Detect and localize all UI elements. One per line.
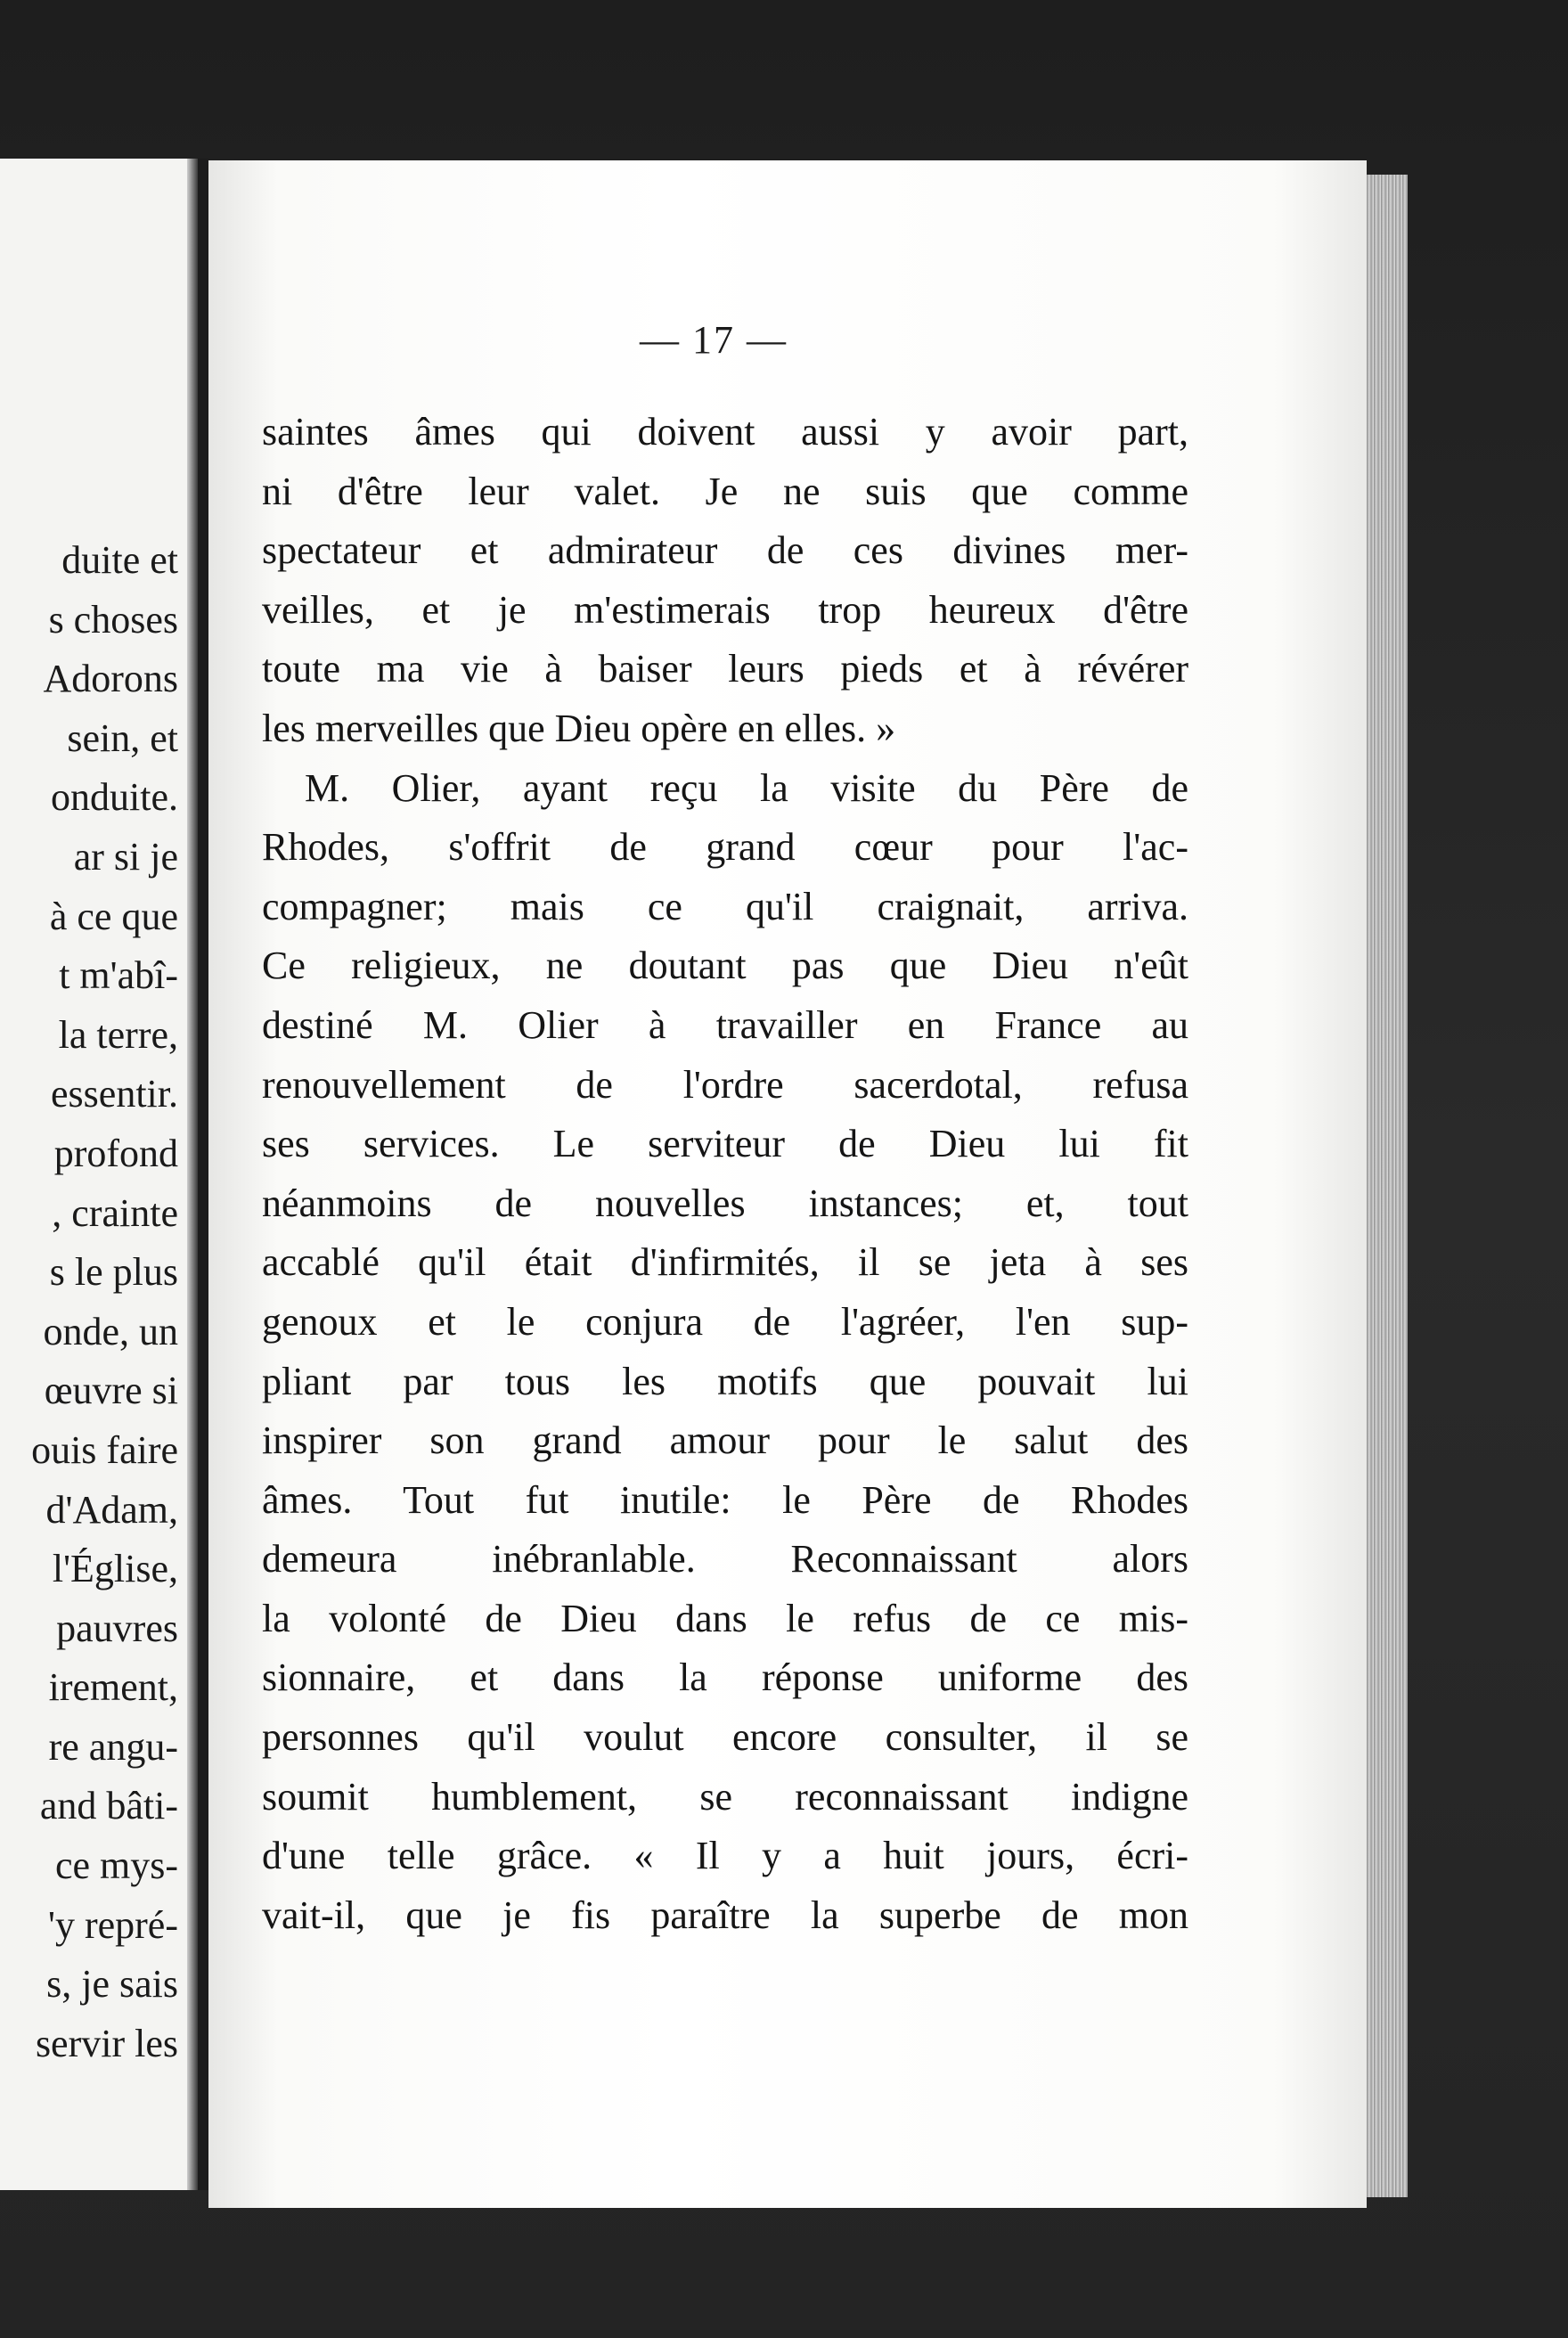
text-line: néanmoins de nouvelles instances; et, tout [262,1181,1188,1225]
text-line: ni d'être leur valet. Je ne suis que comme [262,469,1188,513]
text-line: M. Olier, ayant reçu la visite du Père de [305,765,1188,810]
previous-page-line: à ce que [49,894,178,938]
previous-page [0,159,198,2190]
previous-page-line: irement, [48,1665,178,1710]
previous-page-line: servir les [35,2021,178,2065]
text-line: demeura inébranlable. Reconnaissant alors [262,1537,1188,1582]
page-body-text [262,403,1188,1945]
previous-page-line: s le plus [49,1250,178,1295]
text-line: soumit humblement, se reconnaissant indigne [262,1774,1188,1819]
text-line: Rhodes, s'offrit de grand cœur pour l'ac- [262,825,1188,870]
previous-page-line: re angu- [48,1724,178,1769]
previous-page-line: onduite. [51,775,178,820]
text-line: vait-il, que je fis paraître la superbe de mon [262,1892,1188,1937]
previous-page-line: onde, un [43,1309,178,1353]
text-line: Ce religieux, ne doutant pas que Dieu n'eût [262,944,1188,988]
previous-page-line: la terre, [58,1012,178,1057]
text-line: ses services. Le serviteur de Dieu lui fit [262,1122,1188,1166]
previous-page-text [31,531,178,2073]
previous-page-line: d'Adam, [45,1487,178,1532]
text-line: la volonté de Dieu dans le refus de ce mis- [262,1596,1188,1640]
previous-page-line: s choses [48,597,178,642]
text-line: sionnaire, et dans la réponse uniforme des [262,1655,1188,1700]
text-line: les merveilles que Dieu opère en elles. » [262,706,896,750]
previous-page-line: pauvres [56,1606,178,1650]
book-gutter [198,159,208,2190]
text-line: personnes qu'il voulut encore consulter, il se [262,1715,1188,1760]
previous-page-line: profond [53,1131,178,1175]
text-line: âmes. Tout fut inutile: le Père de Rhodes [262,1477,1188,1522]
text-line: destiné M. Olier à travailler en France au [262,1002,1188,1047]
previous-page-line: t m'abî- [59,953,178,998]
previous-page-line: œuvre si [44,1369,178,1413]
book-page-edges [1367,175,1408,2197]
text-line: veilles, et je m'estimerais trop heureux d'être [262,587,1188,632]
previous-page-line: ce mys- [54,1843,178,1888]
previous-page-line: 'y repré- [48,1902,178,1947]
text-line: saintes âmes qui doivent aussi y avoir part, [262,410,1188,454]
text-line: compagner; mais ce qu'il craignait, arriva. [262,884,1188,928]
previous-page-line: sein, et [67,715,178,760]
text-line: toute ma vie à baiser leurs pieds et à révérer [262,647,1188,691]
previous-page-line: ouis faire [31,1427,178,1472]
text-line: inspirer son grand amour pour le salut des [262,1418,1188,1463]
text-line: spectateur et admirateur de ces divines mer- [262,528,1188,573]
text-line: renouvellement de l'ordre sacerdotal, refusa [262,1062,1188,1107]
previous-page-line: essentir. [51,1072,178,1116]
text-line: genoux et le conjura de l'agréer, l'en sup- [262,1299,1188,1344]
page-number: — 17 — [640,318,788,362]
previous-page-line: , crainte [52,1190,178,1235]
previous-page-line: ar si je [73,834,178,879]
page-spine-shadow [187,159,198,2190]
previous-page-line: duite et [61,538,178,582]
text-line: pliant par tous les motifs que pouvait lui [262,1359,1188,1403]
current-page [208,160,1367,2208]
previous-page-line: and bâti- [39,1784,178,1828]
previous-page-line: l'Église, [52,1547,178,1591]
text-line: d'une telle grâce. « Il y a huit jours, écri- [262,1834,1188,1878]
previous-page-line: Adorons [43,657,178,701]
previous-page-line: s, je sais [46,1962,178,2007]
text-line: accablé qu'il était d'infirmités, il se jeta à ses [262,1240,1188,1285]
